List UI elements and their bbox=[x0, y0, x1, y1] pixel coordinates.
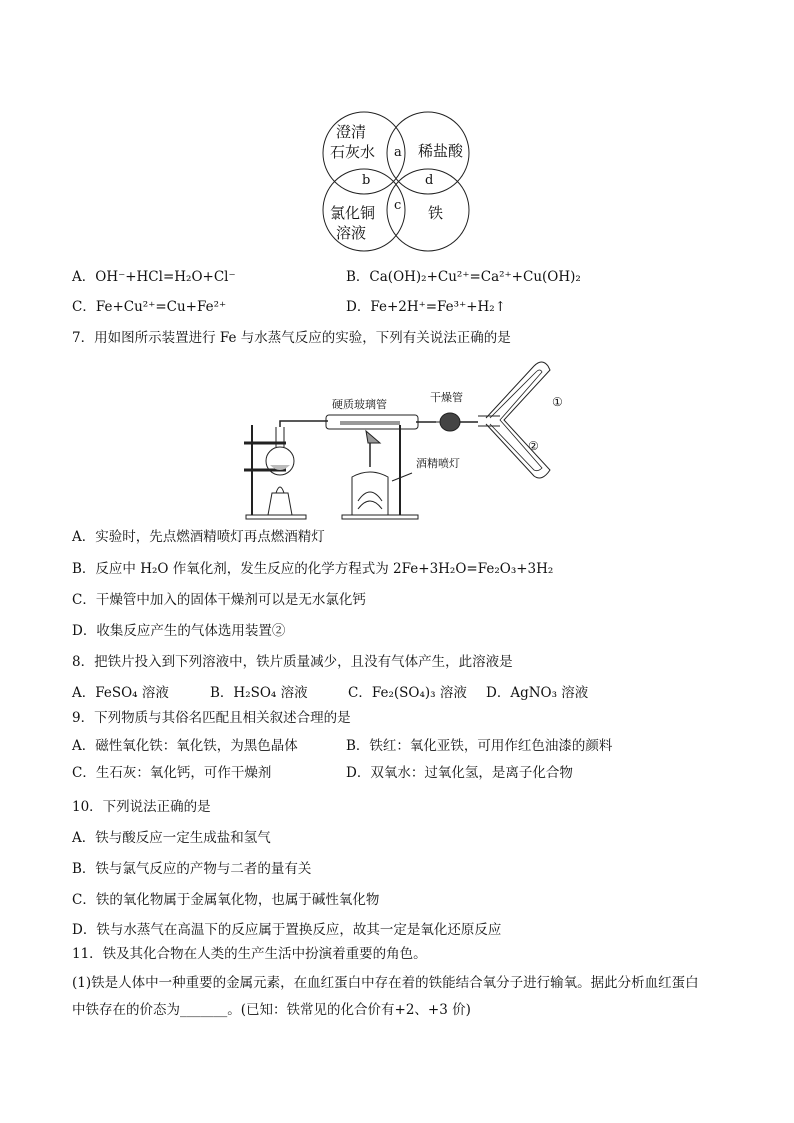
label-drying-tube: 干燥管 bbox=[430, 391, 463, 404]
q8-option-d: D．AgNO₃ 溶液 bbox=[486, 685, 589, 701]
venn-cucl2-line2: 溶液 bbox=[336, 224, 367, 242]
venn-limewater-line2: 石灰水 bbox=[330, 143, 376, 161]
tube-label-1: ① bbox=[552, 395, 563, 409]
q11-part1-line1: (1)铁是人体中一种重要的金属元素，在血红蛋白中存在着的铁能结合氧分子进行输氧。据此分析血红蛋白 bbox=[72, 975, 699, 991]
q9-stem: 9．下列物质与其俗名匹配且相关叙述合理的是 bbox=[72, 710, 351, 726]
q6-option-b: B．Ca(OH)₂+Cu²⁺=Ca²⁺+Cu(OH)₂ bbox=[346, 269, 581, 285]
q10-option-b: B．铁与氯气反应的产物与二者的量有关 bbox=[72, 861, 312, 877]
q9-option-c: C．生石灰：氧化钙，可作干燥剂 bbox=[72, 765, 272, 781]
q8-stem: 8．把铁片投入到下列溶液中，铁片质量减少，且没有气体产生，此溶液是 bbox=[72, 654, 513, 670]
q6-option-a: A．OH⁻+HCl=H₂O+Cl⁻ bbox=[72, 269, 236, 285]
q7-stem: 7．用如图所示装置进行 Fe 与水蒸气反应的实验，下列有关说法正确的是 bbox=[72, 330, 511, 346]
q11-part1-line2: 中铁存在的价态为_______。(已知：铁常见的化合价有+2、+3 价) bbox=[72, 1002, 471, 1018]
venn-label-a: a bbox=[394, 145, 402, 160]
venn-hcl: 稀盐酸 bbox=[418, 142, 464, 160]
label-glass-tube: 硬质玻璃管 bbox=[332, 398, 387, 411]
label-alcohol-blast-lamp: 酒精喷灯 bbox=[416, 457, 460, 470]
q10-stem: 10．下列说法正确的是 bbox=[72, 799, 211, 815]
q10-option-a: A．铁与酸反应一定生成盐和氢气 bbox=[72, 830, 271, 846]
q8-option-c: C．Fe₂(SO₄)₃ 溶液 bbox=[348, 685, 467, 701]
q6-option-d: D．Fe+2H⁺=Fe³⁺+H₂↑ bbox=[346, 299, 507, 315]
q9-option-d: D．双氧水：过氧化氢，是离子化合物 bbox=[346, 765, 573, 781]
venn-cucl2-line1: 氯化铜 bbox=[330, 204, 376, 222]
gas-collection-tube-diagram bbox=[478, 358, 568, 488]
fe-steam-apparatus-diagram bbox=[240, 355, 480, 525]
q7-option-c: C．干燥管中加入的固体干燥剂可以是无水氯化钙 bbox=[72, 592, 366, 608]
q6-option-c: C．Fe+Cu²⁺=Cu+Fe²⁺ bbox=[72, 299, 227, 315]
tube-label-2: ② bbox=[528, 439, 539, 453]
venn-diagram bbox=[318, 108, 478, 254]
venn-limewater-line1: 澄清 bbox=[336, 123, 367, 141]
q9-option-a: A．磁性氧化铁：氧化铁，为黑色晶体 bbox=[72, 738, 298, 754]
q10-option-d: D．铁与水蒸气在高温下的反应属于置换反应，故其一定是氧化还原反应 bbox=[72, 922, 502, 938]
q7-option-d: D．收集反应产生的气体选用装置② bbox=[72, 623, 286, 639]
q8-option-a: A．FeSO₄ 溶液 bbox=[72, 685, 169, 701]
q11-stem: 11．铁及其化合物在人类的生产生活中扮演着重要的角色。 bbox=[72, 946, 427, 962]
q8-option-b: B．H₂SO₄ 溶液 bbox=[210, 685, 308, 701]
q7-option-b: B．反应中 H₂O 作氧化剂，发生反应的化学方程式为 2Fe+3H₂O=Fe₂O₃+3H₂ bbox=[72, 561, 554, 577]
q7-option-a: A．实验时，先点燃酒精喷灯再点燃酒精灯 bbox=[72, 529, 325, 545]
venn-label-c: c bbox=[394, 198, 402, 213]
venn-label-d: d bbox=[425, 173, 434, 188]
venn-label-b: b bbox=[362, 173, 371, 188]
q10-option-c: C．铁的氧化物属于金属氧化物，也属于碱性氧化物 bbox=[72, 892, 380, 908]
venn-iron: 铁 bbox=[428, 204, 444, 222]
q9-option-b: B．铁红：氧化亚铁，可用作红色油漆的颜料 bbox=[346, 738, 613, 754]
